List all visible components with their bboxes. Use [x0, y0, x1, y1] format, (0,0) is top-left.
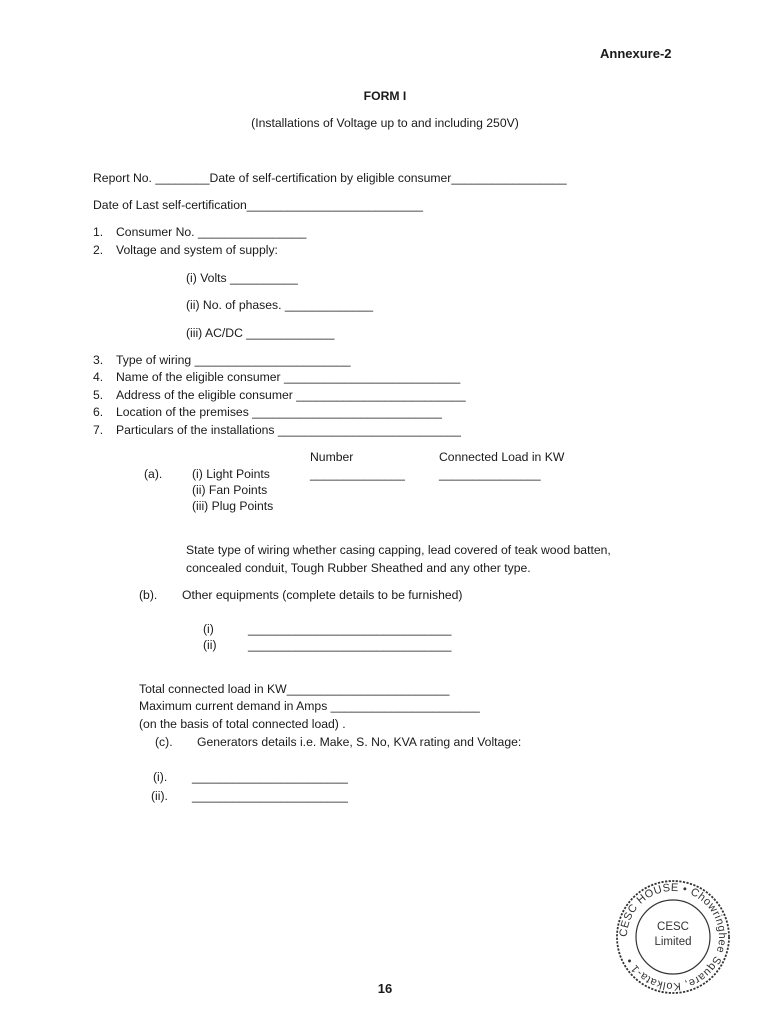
- number-column-header: Number: [310, 450, 354, 464]
- item-2-number: 2.: [93, 243, 104, 257]
- light-points-label: (i) Light Points: [192, 467, 270, 481]
- wiring-instruction-line-2: concealed conduit, Tough Rubber Sheathed and any other type.: [186, 561, 531, 575]
- max-demand-field: Maximum current demand in Amps ______________________: [139, 699, 480, 713]
- generator-ii-label: (ii).: [151, 789, 168, 803]
- equipment-ii-blank: ______________________________: [248, 638, 452, 652]
- total-load-field: Total connected load in KW________________________: [139, 682, 450, 696]
- item-7-number: 7.: [93, 423, 104, 437]
- equipment-ii-label: (ii): [203, 638, 217, 652]
- stamp-line-1: CESC: [657, 921, 689, 933]
- phases-field: (ii) No. of phases. _____________: [186, 298, 374, 312]
- equipment-i-blank: ______________________________: [248, 622, 452, 636]
- company-seal-stamp: [614, 878, 732, 996]
- fan-points-label: (ii) Fan Points: [192, 483, 268, 497]
- installation-particulars-field: Particulars of the installations ___________________________: [116, 423, 461, 437]
- plug-points-label: (iii) Plug Points: [192, 499, 274, 513]
- voltage-system-label: Voltage and system of supply:: [116, 243, 278, 257]
- wiring-instruction-line-1: State type of wiring whether casing capping, lead covered of teak wood batten,: [186, 543, 611, 557]
- annexure-label: Annexure-2: [600, 46, 672, 61]
- generators-label: Generators details i.e. Make, S. No, KVA rating and Voltage:: [197, 735, 522, 749]
- consumer-number-field: Consumer No. ________________: [116, 225, 307, 239]
- sub-item-a-label: (a).: [144, 467, 163, 481]
- other-equipment-label: Other equipments (complete details to be furnished): [182, 588, 463, 602]
- item-3-number: 3.: [93, 353, 104, 367]
- wiring-type-field: Type of wiring _______________________: [116, 353, 351, 367]
- sub-item-c-label: (c).: [155, 735, 173, 749]
- form-title: FORM I: [363, 89, 407, 103]
- report-number-line: Report No. ________Date of self-certification by eligible consumer_________________: [93, 171, 567, 185]
- generator-ii-blank: _______________________: [192, 789, 348, 803]
- basis-note: (on the basis of total connected load) .: [139, 717, 346, 731]
- form-subtitle: (Installations of Voltage up to and including 250V): [251, 116, 519, 130]
- item-4-number: 4.: [93, 370, 104, 384]
- item-6-number: 6.: [93, 405, 104, 419]
- page-number: 16: [377, 981, 393, 996]
- consumer-address-field: Address of the eligible consumer _________________________: [116, 388, 466, 402]
- generator-i-blank: _______________________: [192, 770, 348, 784]
- stamp-line-2: Limited: [654, 936, 692, 948]
- svg-text:CESC HOUSE • Chowringhee Squar: CESC HOUSE • Chowringhee Square, Kolkata-1 •: [617, 881, 729, 993]
- sub-item-b-label: (b).: [139, 588, 158, 602]
- number-blank: ______________: [310, 467, 405, 481]
- last-certification-line: Date of Last self-certification__________________________: [93, 198, 423, 212]
- volts-field: (i) Volts __________: [186, 271, 298, 285]
- equipment-i-label: (i): [203, 622, 214, 636]
- load-blank: _______________: [439, 467, 541, 481]
- load-column-header: Connected Load in KW: [439, 450, 565, 464]
- consumer-name-field: Name of the eligible consumer __________________________: [116, 370, 461, 384]
- item-1-number: 1.: [93, 225, 104, 239]
- acdc-field: (iii) AC/DC _____________: [186, 326, 335, 340]
- premises-location-field: Location of the premises ____________________________: [116, 405, 442, 419]
- generator-i-label: (i).: [153, 770, 168, 784]
- item-5-number: 5.: [93, 388, 104, 402]
